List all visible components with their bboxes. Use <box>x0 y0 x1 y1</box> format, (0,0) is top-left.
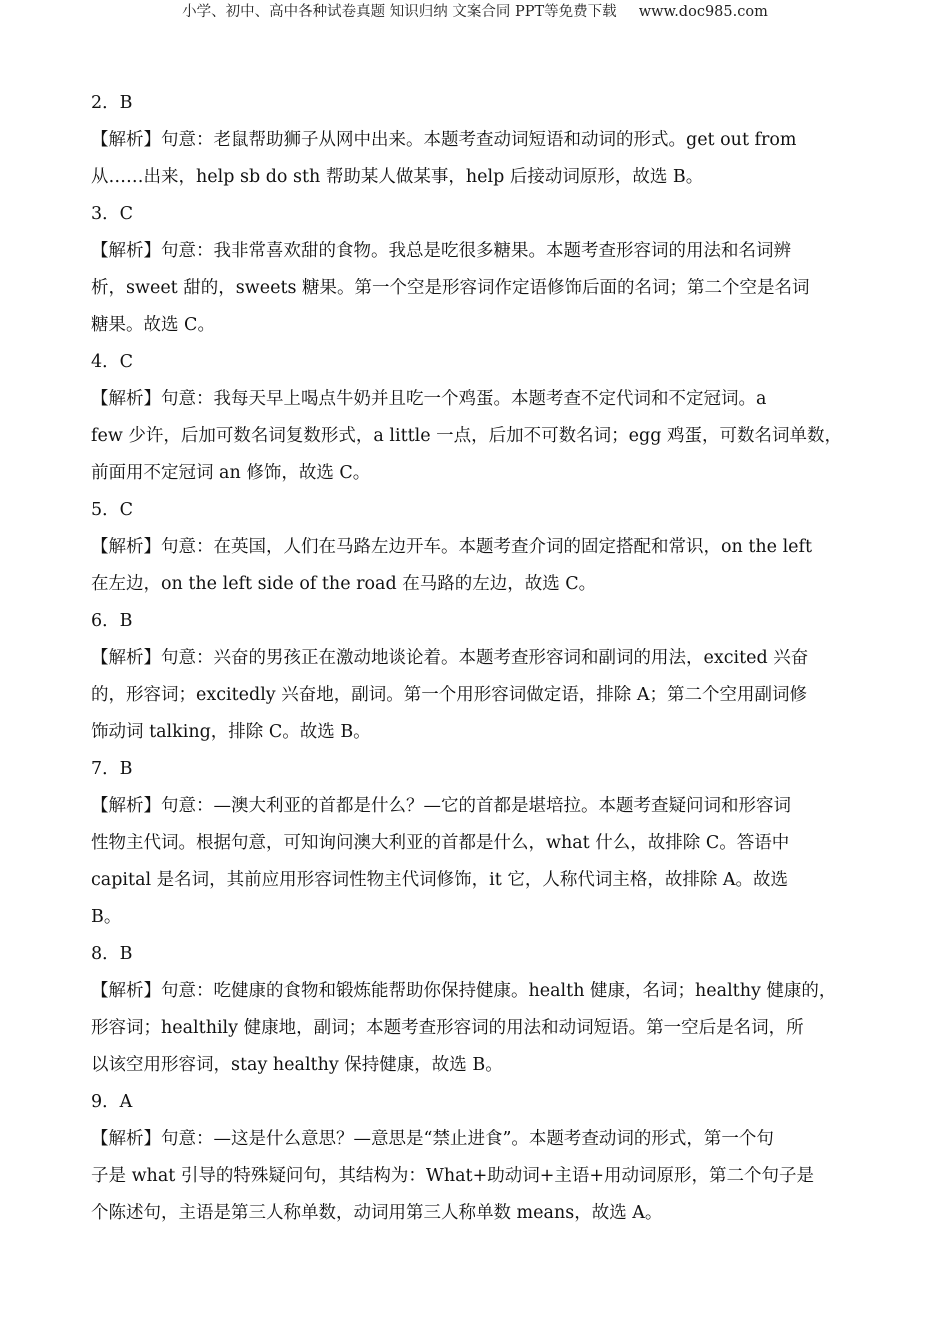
answer-4-explanation-line: few 少许，后加可数名词复数形式，a little 一点，后加不可数名词；egg 鸡蛋，可数名词单数， <box>91 426 842 446</box>
answer-4-explanation-line: 【解析】句意：我每天早上喝点牛奶并且吃一个鸡蛋。本题考查不定代词和不定冠词。a <box>91 389 767 409</box>
answer-6-explanation-line: 饰动词 talking，排除 C。故选 B。 <box>91 722 371 742</box>
header-banner-text: 小学、初中、高中各种试卷真题 知识归纳 文案合同 PPT等免费下载 <box>182 4 617 20</box>
answer-7-explanation-line: capital 是名词，其前应用形容词性物主代词修饰，it 它，人称代词主格，故排除 A。故选 <box>91 870 789 890</box>
answer-5-heading: 5．C <box>91 500 134 520</box>
answer-9-explanation-line: 个陈述句，主语是第三人称单数，动词用第三人称单数 means，故选 A。 <box>91 1203 663 1223</box>
answer-5-explanation-line: 【解析】句意：在英国，人们在马路左边开车。本题考查介词的固定搭配和常识，on the left <box>91 537 813 557</box>
answer-3-explanation-line: 析，sweet 甜的，sweets 糖果。第一个空是形容词作定语修饰后面的名词；第二个空是名词 <box>91 278 810 298</box>
page-header <box>0 2 950 22</box>
answer-8-explanation-line: 【解析】句意：吃健康的食物和锻炼能帮助你保持健康。health 健康，名词；healthy 健康的， <box>91 981 837 1001</box>
answer-5-explanation-line: 在左边，on the left side of the road 在马路的左边，故选 C。 <box>91 574 597 594</box>
answer-2-heading: 2．B <box>91 93 133 113</box>
answer-7-explanation-line: B。 <box>91 907 122 927</box>
answer-4-explanation-line: 前面用不定冠词 an 修饰，故选 C。 <box>91 463 371 483</box>
answer-3-explanation-line: 【解析】句意：我非常喜欢甜的食物。我总是吃很多糖果。本题考查形容词的用法和名词辨 <box>91 241 791 261</box>
answer-3-heading: 3．C <box>91 204 134 224</box>
answer-4-heading: 4．C <box>91 352 134 372</box>
answer-6-explanation-line: 【解析】句意：兴奋的男孩正在激动地谈论着。本题考查形容词和副词的用法，excited 兴奋 <box>91 648 809 668</box>
answer-9-heading: 9．A <box>91 1092 133 1112</box>
answer-3-explanation-line: 糖果。故选 C。 <box>91 315 215 335</box>
answer-2-explanation-line: 从……出来，help sb do sth 帮助某人做某事，help 后接动词原形，故选 B。 <box>91 167 704 187</box>
header-site-link[interactable]: www.doc985.com <box>638 4 768 20</box>
answer-8-explanation-line: 形容词；healthily 健康地，副词；本题考查形容词的用法和动词短语。第一空后是名词，所 <box>91 1018 804 1038</box>
answer-7-explanation-line: 性物主代词。根据句意，可知询问澳大利亚的首都是什么，what 什么，故排除 C。答语中 <box>91 833 790 853</box>
answer-6-heading: 6．B <box>91 611 133 631</box>
answer-7-heading: 7．B <box>91 759 133 779</box>
answer-9-explanation-line: 【解析】句意：—这是什么意思？—意思是“禁止进食”。本题考查动词的形式，第一个句 <box>91 1129 774 1149</box>
answer-9-explanation-line: 子是 what 引导的特殊疑问句，其结构为：What+助动词+主语+用动词原形，第二个句子是 <box>91 1166 815 1186</box>
answer-7-explanation-line: 【解析】句意：—澳大利亚的首都是什么？—它的首都是堪培拉。本题考查疑问词和形容词 <box>91 796 791 816</box>
answer-8-explanation-line: 以该空用形容词，stay healthy 保持健康，故选 B。 <box>91 1055 503 1075</box>
answer-8-heading: 8．B <box>91 944 133 964</box>
answer-6-explanation-line: 的，形容词；excitedly 兴奋地，副词。第一个用形容词做定语，排除 A；第二个空用副词修 <box>91 685 807 705</box>
answer-2-explanation-line: 【解析】句意：老鼠帮助狮子从网中出来。本题考查动词短语和动词的形式。get out from <box>91 130 797 150</box>
answer-explanations <box>91 85 871 1232</box>
